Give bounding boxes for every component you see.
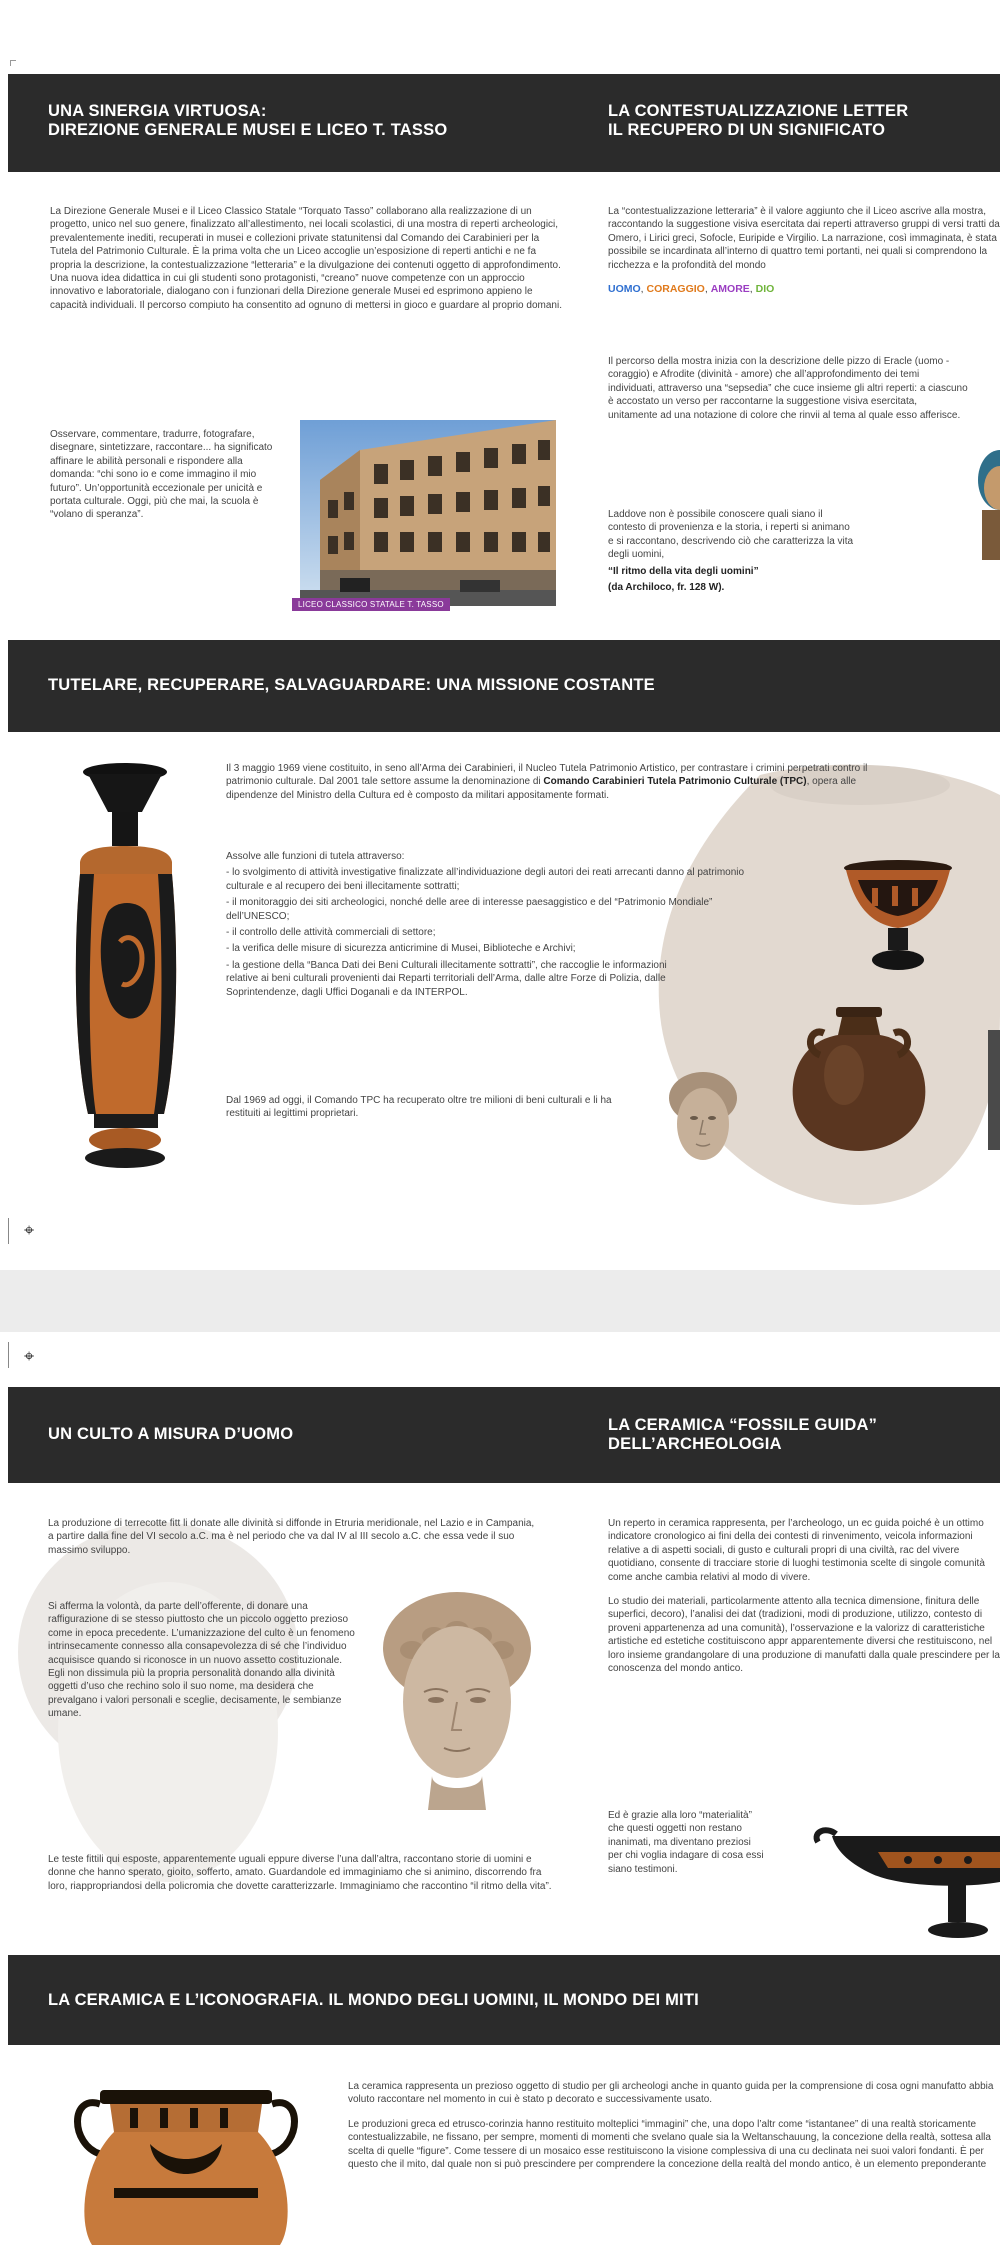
tutelare-list-item: - il monitoraggio dei siti archeologici, nonché delle aree di interesse paesaggistico e del “Patrimonio Mondiale” dell’UNESCO; bbox=[226, 897, 713, 922]
registration-line bbox=[8, 1342, 9, 1368]
archiloco-source: (da Archiloco, fr. 128 W). bbox=[608, 582, 725, 594]
contestualizzazione-paragraph-1: La “contestualizzazione letteraria” è il valore aggiunto che il Liceo ascrive alla mostra, raccontando la suggestione visiva esercitata dai reperti attraverso gruppi di versi tratti da Omero, i Lirici greci, Sofocle, Euripide e Virgilio. La narrazione, così immaginata, è stata possibile se incardinata all’interno di quattro temi portanti, nei quali si comprendono la ricchezza e la profondità del mondo bbox=[608, 206, 1000, 271]
section-header-band bbox=[8, 1387, 1000, 1483]
theme-uomo: UOMO bbox=[608, 283, 641, 296]
theme-amore: AMORE bbox=[710, 283, 750, 296]
photo-caption-badge: LICEO CLASSICO STATALE T. TASSO bbox=[292, 598, 450, 611]
tutelare-list-item: - il controllo delle attività commerciali di settore; bbox=[226, 927, 436, 939]
document-page-2 bbox=[0, 1332, 1000, 2245]
contestualizzazione-paragraph-3: Laddove non è possibile conoscere quali siano il contesto di provenienza e la storia, i reperti si animano e si raccontano, descrivendo ciò che caratterizza la vita degli uomini, bbox=[608, 509, 854, 561]
registration-mark-icon: ⌖ bbox=[24, 1346, 35, 1367]
ceramica-fossile-paragraph-3: Ed è grazie alla loro “materialità” che questi oggetti non restano inanimati, ma diventano preziosi per chi voglia indagare di cosa essi siano testimoni. bbox=[608, 1810, 764, 1875]
archiloco-quote: “Il ritmo della vita degli uomini” bbox=[608, 565, 759, 577]
round-jar-image bbox=[784, 1005, 934, 1155]
comando-tpc-name: Comando Carabinieri Tutela Patrimonio Culturale (TPC) bbox=[543, 776, 807, 788]
culto-body-2 bbox=[48, 1600, 360, 1732]
culto-paragraph-3: Le teste fittili qui esposte, apparentemente uguali eppure diverse l’una dall’altra, raccontano storie di uomini e donne che hanno sperato, gioito, sofferto, amato. Guardandole ed immaginiamo che si animino, discorrendo fra loro, riappropriandosi della policromia che dovette caratterizzarle. Immaginiamo che raccontino “il ritmo della vita”. bbox=[48, 1854, 552, 1892]
iconografia-paragraph-1: La ceramica rappresenta un prezioso oggetto di studio per gli archeologi anche in quanto guida per la comprensione di cosa ogni manufatto abbia voluto raccontare nel momento in cui è stato p decorato e successivamente usato. bbox=[348, 2081, 994, 2106]
section-title-contestualizzazione: LA CONTESTUALIZZAZIONE LETTER IL RECUPERO DI UN SIGNIFICATO bbox=[608, 102, 909, 139]
page-gap bbox=[0, 1270, 1000, 1332]
theme-coraggio: CORAGGIO bbox=[646, 283, 705, 296]
section-header-band bbox=[8, 74, 1000, 172]
section-header-band bbox=[8, 1955, 1000, 2045]
contestualizzazione-body bbox=[608, 205, 1000, 307]
culto-paragraph-2: Si afferma la volontà, da parte dell’offerente, di donare una raffigurazione di se stesso piuttosto che un piccolo oggetto prezioso come in epoca precedente. L’umanizzazione del culto è un fenomeno intrinsecamente connesso alla consapevolezza di sé che l’individuo acquisisce quando si riconosce in un nuovo assetto costituzionale. Egli non dissimula più la propria personalità donando alla divinità oggetti d’uso che rechino solo il suo nome, ma desidera che prevalgano i valori personali e sceglie, decisamente, le sembianze umane. bbox=[48, 1601, 355, 1720]
culto-body bbox=[48, 1517, 538, 1568]
contestualizzazione-paragraph-2: Il percorso della mostra inizia con la descrizione delle pizzo di Eracle (uomo - coraggio) e Afrodite (divinità - amore) che all’approfondimento dei temi individuati, attraverso una “sepsedia” che cuce insieme gli altri reperti: a ciascuno è accostato un verso per raccontarne la suggestione visiva esercitata, unitamente ad una notazione di colore che rinvii al tema al quale esso afferisce. bbox=[608, 356, 968, 421]
krater-vase-image bbox=[842, 858, 954, 976]
ceramica-fossile-body bbox=[608, 1517, 1000, 1686]
tutelare-body bbox=[226, 762, 906, 813]
contestualizzazione-body-3 bbox=[608, 508, 858, 597]
sinergia-paragraph-2: Osservare, commentare, tradurre, fotografare, disegnare, sintetizzare, raccontare... ha significato affinare le abilità personali e rispondere alla domanda: “chi sono io e come immagino il mio futuro”. Un’opportunità eccezionale per unicità e portata culturale. Oggi, più che mai, la scuola è “volano di speranza”. bbox=[50, 429, 273, 521]
culto-paragraph-1: La produzione di terrecotte fitt li donate alle divinità si diffonde in Etruria meridionale, nel Lazio e in Campania, a partire dalla fine del VI secolo a.C. ma è nel periodo che va dal IV al III secolo a.C. che essa vede il suo massimo sviluppo. bbox=[48, 1518, 535, 1556]
terracotta-head-image bbox=[664, 1068, 742, 1168]
bust-fragment-image bbox=[968, 440, 1000, 560]
iconografia-body bbox=[348, 2080, 1000, 2182]
lekythos-vase-image bbox=[58, 762, 193, 1170]
registration-line bbox=[8, 1218, 9, 1244]
sinergia-body bbox=[50, 205, 562, 323]
volute-amphora-image bbox=[70, 2084, 302, 2245]
sinergia-paragraph-1: La Direzione Generale Musei e il Liceo Classico Statale “Torquato Tasso” collaborano alla realizzazione di un progetto, unico nel suo genere, finalizzato all’allestimento, nei locali scolastici, di una mostra di reperti archeologici, prevalentemente inediti, recuperati in musei e collezioni private statunitensi dal Comando dei Carabinieri per la Tutela del Patrimonio Culturale. È la prima volta che un Liceo accoglie un’esposizione di reperti antichi e ne fa propria la descrizione, la contestualizzazione “letteraria” e la divulgazione dei contenuti oggetto di approfondimento. Una nuova idea didattica in cui gli studenti sono protagonisti, “creano” nuove competenze con un approccio innovativo e laboratoriale, dialogano con i funzionari della Direzione generale Musei ed esprimono appieno le capacità individuali. Il percorso compiuto ha consentito ad ognuno di mettersi in gioco e guardare al proprio domani. bbox=[50, 206, 562, 311]
culto-body-3 bbox=[48, 1853, 560, 1904]
section-header-band bbox=[8, 640, 1000, 732]
tutelare-list-item: - la gestione della “Banca Dati dei Beni Culturali illecitamente sottratti”, che raccoglie le informazioni relative ai beni culturali provenienti dai Reparti territoriali dell’Arma, dalle altre Forze di Polizia, dalle Soprintendenze, dagli Uffici Doganali e da INTERPOL. bbox=[226, 959, 667, 998]
ceramica-fossile-body-3 bbox=[608, 1809, 768, 1887]
female-terracotta-head-image bbox=[372, 1580, 542, 1810]
section-title-tutelare: TUTELARE, RECUPERARE, SALVAGUARDARE: UNA MISSIONE COSTANTE bbox=[48, 676, 655, 694]
ceramica-fossile-paragraph-2: Lo studio dei materiali, particolarmente attento alla tecnica dimensione, finitura delle superfici, decoro), l’analisi dei dat (tradizioni, modi di produzione, utilizzo, contesto di proveni appartenenza ad una comunità), l’osservazione e la valorizz di caratteristiche artistiche ed estetiche costituiscono appr apparentemente diversi che restituiscono, nel loro insieme grandangolare di una produzione di manufatti dalla quale prescindere per la conoscenza del mondo antico. bbox=[608, 1596, 1000, 1675]
section-title-ceramica-fossile: LA CERAMICA “FOSSILE GUIDA” DELL’ARCHEOLOGIA bbox=[608, 1416, 878, 1453]
tutelare-list-intro: Assolve alle funzioni di tutela attraverso: bbox=[226, 851, 405, 862]
tutelare-paragraph-3: Dal 1969 ad oggi, il Comando TPC ha recuperato oltre tre milioni di beni culturali e li ha restituiti ai legittimi proprietari. bbox=[226, 1095, 612, 1120]
contestualizzazione-body-2 bbox=[608, 355, 968, 433]
tutelare-list-item: - lo svolgimento di attività investigative finalizzate all’individuazione degli autori dei reati arrecanti danno al patrimonio culturale e al recupero dei beni illecitamente sottratti; bbox=[226, 867, 745, 892]
section-title-culto: UN CULTO A MISURA D’UOMO bbox=[48, 1425, 294, 1443]
kylix-cup-image bbox=[808, 1822, 1000, 1942]
theme-dio: DIO bbox=[755, 283, 775, 296]
liceo-building-photo bbox=[300, 420, 556, 606]
crop-mark bbox=[10, 60, 16, 66]
tutelare-list-item: - la verifica delle misure di sicurezza anticrimine di Musei, Biblioteche e Archivi; bbox=[226, 943, 576, 955]
tutelare-body-3 bbox=[226, 1094, 646, 1132]
tutelare-paragraph-1: Il 3 maggio 1969 viene costituito, in seno all’Arma dei Carabinieri, il Nucleo Tutela Patrimonio Artistico, per contrastare i crimini perpetrati contro il patrimonio culturale. Dal 2001 tale settore assume la denominazione di Comando Carabinieri Tutela Patrimonio Culturale (TPC), opera alle dipendenze del Ministro della Cultura ed è composto da militari appositamente formati. bbox=[226, 763, 868, 801]
themes-line: UOMO, CORAGGIO, AMORE, DIO bbox=[608, 283, 775, 296]
section-title-iconografia: LA CERAMICA E L’ICONOGRAFIA. IL MONDO DEGLI UOMINI, IL MONDO DEI MITI bbox=[48, 1991, 699, 2009]
sinergia-body-2 bbox=[50, 428, 288, 533]
registration-mark-icon: ⌖ bbox=[24, 1220, 35, 1241]
ceramica-fossile-paragraph-1: Un reperto in ceramica rappresenta, per l’archeologo, un ec guida poiché è un ottimo indicatore cronologico ai fini della dei contesti di rinvenimento, veicola informazioni relative a di aspetti sociali, di gusto e culturali propri di una civiltà, rac del vivere quotidiano, consente di tracciare storie di luoghi testimonia scelte di singole comunità come anche cambia relativi al modo di vivere. bbox=[608, 1518, 985, 1583]
tutelare-list bbox=[226, 850, 758, 1002]
iconografia-paragraph-2: Le produzioni greca ed etrusco-corinzia hanno restituito molteplici “immagini” che, una dopo l’altr come “istantanee” di una realtà storicamente contestualizzabile, ne fissano, per sempre, momenti di momenti che svelano quale sia la Weltanschauung, la concezione della realtà, sottesa alla scelta di quelle “figure”. Come tessere di un mosaico esse restituiscono la visione complessiva di una cu declinata nei suoi valori fondanti. È per questo che il mito, dal quale non si può prescindere per comprendere la concezione della realtà del mondo antico, è un elemento preponderante bbox=[348, 2118, 991, 2171]
vase-fragment-image bbox=[988, 1030, 1000, 1150]
section-title-sinergia: UNA SINERGIA VIRTUOSA: DIREZIONE GENERALE MUSEI E LICEO T. TASSO bbox=[48, 102, 448, 139]
